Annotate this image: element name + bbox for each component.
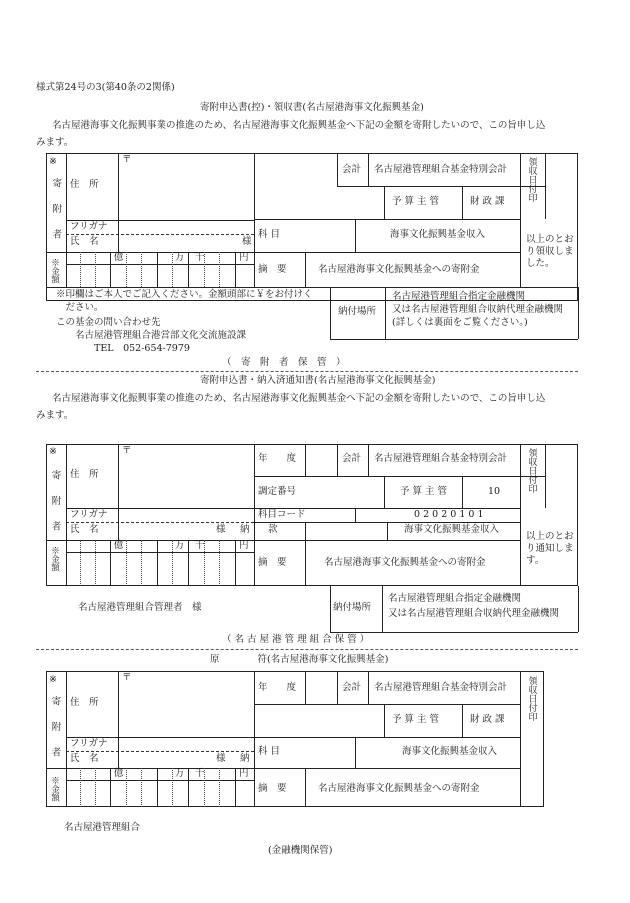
- account-value: 名古屋港管理組合基金特別会計: [374, 453, 508, 464]
- item-value: 海事文化振興基金収入: [402, 746, 498, 757]
- unit-en: 円: [239, 768, 249, 779]
- unit-oku: 億: [114, 768, 124, 779]
- cut-line: [36, 371, 578, 372]
- account-value: 名古屋港管理組合基金特別会計: [374, 164, 508, 175]
- unit-sen: 千: [195, 540, 205, 551]
- manager-label: 名古屋港管理組合管理者 様: [78, 602, 202, 613]
- keeper-label: (金融機関保管): [268, 845, 333, 856]
- donor-label: 寄附者: [49, 696, 61, 773]
- unit-man: 万: [175, 768, 185, 779]
- budget-value: 10: [488, 486, 501, 497]
- note-line: 名古屋港管理組合港営部文化交流施設課: [56, 330, 247, 341]
- account-value: 名古屋港管理組合基金特別会計: [374, 682, 508, 693]
- year-label: 年 度: [258, 453, 297, 464]
- furigana-label: フリガナ: [70, 738, 108, 749]
- note-line: ださい。: [56, 302, 104, 313]
- name-label: 氏 名: [70, 236, 99, 247]
- postal-mark: 〒: [122, 672, 132, 683]
- section2-intro: 名古屋港海事文化振興事業の推進のため、名古屋港海事文化振興基金へ下記の金額を寄附したいので、この旨申し込: [52, 393, 546, 404]
- receipt-date-stamp: 領収日付印: [526, 676, 537, 721]
- summary-value: 名古屋港海事文化振興基金への寄附金: [324, 557, 486, 568]
- postal-mark: 〒: [122, 445, 132, 456]
- summary-label: 摘 要: [258, 783, 287, 794]
- code-value: 0 2 0 2 0 1 0 1: [414, 509, 484, 520]
- amount-label: ※金額: [49, 546, 60, 572]
- item-value: 海事文化振興基金収入: [390, 229, 486, 240]
- note-line: TEL 052-654-7979: [56, 343, 190, 354]
- payment-line: 又は名古屋港管理組合収納代理金融機関: [392, 304, 564, 315]
- name-label: 氏 名: [70, 524, 99, 535]
- payment-label: 納付場所: [338, 306, 377, 317]
- payment-line: 名古屋港管理組合指定金融機関: [388, 593, 522, 604]
- unit-oku: 億: [114, 252, 124, 263]
- unit-sen: 千: [195, 768, 205, 779]
- account-label: 会計: [342, 164, 362, 175]
- pay-mark: 納: [240, 524, 250, 535]
- receipt-date-stamp: 領収日付印: [526, 157, 537, 202]
- donor-label: 寄附者: [50, 178, 62, 255]
- payment-line: 又は名古屋港管理組合収納代理金融機関: [388, 608, 560, 619]
- summary-value: 名古屋港海事文化振興基金への寄附金: [318, 264, 480, 275]
- budget-label: 予 算 主 管: [392, 714, 440, 725]
- adjust-label: 調定番号: [258, 486, 297, 497]
- account-label: 会計: [342, 453, 362, 464]
- donor-mark: ※: [49, 446, 57, 457]
- unit-en: 円: [239, 252, 249, 263]
- item-label: 款: [268, 524, 278, 535]
- account-label: 会計: [342, 682, 362, 693]
- form-number: 様式第24号の3(第40条の2関係): [36, 82, 175, 93]
- address-label: 住 所: [70, 697, 99, 708]
- item-value: 海事文化振興基金収入: [404, 524, 500, 535]
- keeper-label: （ 寄 附 者 保 管 ）: [222, 357, 346, 368]
- item-label: 科 目: [258, 746, 281, 757]
- section2-title: 寄附申込書・納入済通知書(名古屋港海事文化振興基金): [200, 375, 436, 386]
- summary-label: 摘 要: [258, 264, 287, 275]
- amount-label: ※金額: [49, 258, 60, 284]
- amount-label: ※金額: [49, 776, 60, 802]
- seal-mark: 様: [216, 753, 226, 764]
- cut-line: [36, 649, 578, 650]
- section2-intro-cont: みます。: [36, 410, 74, 421]
- furigana-label: フリガナ: [70, 221, 108, 232]
- note-line: この基金の問い合わせ先: [56, 317, 161, 328]
- received-note: 以上のとおり通知します。: [526, 531, 574, 566]
- seal-mark: 様: [216, 524, 226, 535]
- furigana-label: フリガナ: [70, 509, 108, 520]
- unit-en: 円: [239, 540, 249, 551]
- received-note: 以上のとおり領収しました。: [526, 234, 574, 269]
- keeper-label: （ 名 古 屋 港 管 理 組 合 保 管 ）: [222, 634, 370, 645]
- org-label: 名古屋港管理組合: [64, 822, 141, 833]
- section1-intro: 名古屋港海事文化振興事業の推進のため、名古屋港海事文化振興基金へ下記の金額を寄附したいので、この旨申し込: [52, 120, 546, 131]
- year-label: 年 度: [258, 682, 297, 693]
- donor-label: 寄附者: [49, 470, 61, 547]
- code-label: 科目コード: [258, 509, 306, 520]
- donor-mark: ※: [49, 156, 57, 167]
- unit-oku: 億: [114, 540, 124, 551]
- name-label: 氏 名: [70, 753, 99, 764]
- note-line: ※印欄はご本人でご記入ください。金額頭部に￥をお付けく: [56, 289, 313, 300]
- payment-line: (詳しくは裏面をご覧ください。): [392, 317, 528, 328]
- budget-label: 予 算 主 管: [392, 196, 440, 207]
- address-label: 住 所: [70, 469, 99, 480]
- section1-title: 寄附申込書(控)・領収書(名古屋港海事文化振興基金): [200, 102, 424, 113]
- summary-value: 名古屋港海事文化振興基金への寄附金: [318, 783, 480, 794]
- receipt-date-stamp: 領収日付印: [526, 448, 537, 493]
- address-label: 住 所: [70, 179, 99, 190]
- budget-value: 財 政 課: [470, 196, 505, 207]
- section1-intro-cont: みます。: [36, 137, 74, 148]
- unit-sen: 千: [195, 252, 205, 263]
- seal-mark: 様: [242, 236, 252, 247]
- section3-title: 原 符(名古屋港海事文化振興基金): [210, 654, 389, 665]
- unit-man: 万: [175, 252, 185, 263]
- pay-mark: 納: [240, 753, 250, 764]
- payment-line: 名古屋港管理組合指定金融機関: [392, 291, 526, 302]
- summary-label: 摘 要: [258, 557, 287, 568]
- item-label: 科 目: [258, 229, 281, 240]
- budget-label: 予 算 主 管: [400, 486, 448, 497]
- postal-mark: 〒: [122, 154, 132, 165]
- payment-label: 納付場所: [333, 602, 372, 613]
- donor-mark: ※: [49, 674, 57, 685]
- budget-value: 財 政 課: [470, 714, 505, 725]
- unit-man: 万: [175, 540, 185, 551]
